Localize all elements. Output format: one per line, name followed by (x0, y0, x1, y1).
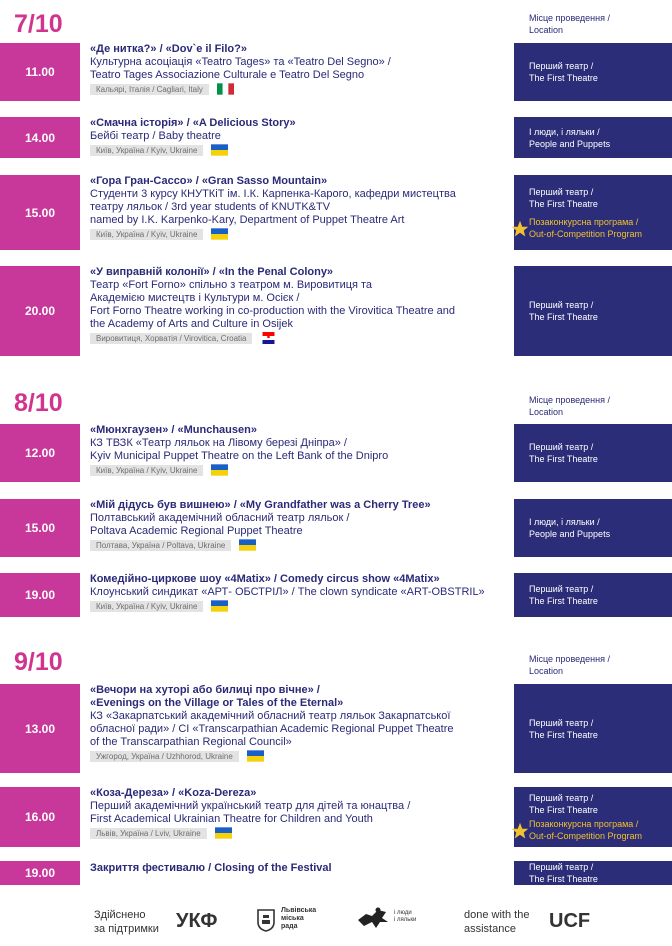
venue-ua: Перший театр / (529, 442, 594, 452)
event-company: Fort Forno Theatre working in co-production with the Virovitica Theatre and (90, 305, 456, 317)
ukraine-flag-icon (211, 144, 228, 156)
venue-ua: І люди, і ляльки / (529, 517, 600, 527)
venue-ua: Перший театр / (529, 186, 594, 197)
assistance-text (464, 908, 529, 936)
lviv-logo-line: Львівська (281, 907, 317, 914)
venue-en: The First Theatre (529, 874, 598, 884)
event-title: «Смачна історія» / «A Delicious Story» (90, 117, 296, 129)
venue-en: The First Theatre (529, 729, 598, 740)
day-heading: 7/10 (14, 10, 63, 38)
event-title: «Мій дідусь був вишнею» / «My Grandfather was a Cherry Tree» (90, 499, 431, 511)
venue-en: The First Theatre (529, 596, 598, 606)
out-of-competition-en: Out-of-Competition Program (529, 831, 643, 841)
event-info (90, 424, 508, 476)
croatia-flag-icon (260, 332, 277, 344)
venue-ua: Перший театр / (529, 862, 594, 872)
venue-en: The First Theatre (529, 312, 598, 322)
ukraine-flag-icon (215, 827, 232, 839)
event-company: First Academical Ukrainian Theatre for Children and Youth (90, 813, 373, 825)
event-company: Бейбі театр / Baby theatre (90, 130, 221, 142)
venue-ua: І люди, і ляльки / (529, 126, 600, 137)
event-info (90, 787, 508, 839)
event-city: Ужгород, Україна / Uzhhorod, Ukraine (90, 751, 239, 762)
people-puppets-line: і люди (394, 910, 412, 916)
location-heading (529, 12, 659, 36)
event-venue (514, 266, 672, 356)
location-heading-en: Location (529, 407, 564, 417)
event-time: 19.00 (0, 573, 80, 617)
event-venue (514, 499, 672, 557)
event-time: 19.00 (0, 861, 80, 885)
event-venue (514, 684, 672, 773)
event-venue (514, 43, 672, 101)
lviv-logo-line: рада (281, 923, 298, 930)
venue-en: People and Puppets (529, 138, 611, 149)
event-title: Комедійно-циркове шоу «4Matix» / Comedy circus show «4Matix» (90, 573, 440, 585)
event-venue (514, 117, 672, 158)
venue-en: People and Puppets (529, 529, 611, 539)
event-info (90, 499, 508, 551)
italy-flag-icon (217, 83, 234, 95)
out-of-competition-label (529, 216, 672, 240)
location-heading-ua: Місце проведення / (529, 654, 610, 664)
supported-by-text (94, 908, 159, 936)
event-company: Teatro Tages Associazione Culturale e Teatro Del Segno (90, 69, 365, 81)
supported-by-line: за підтримки (94, 923, 159, 935)
ukraine-flag-icon (211, 464, 228, 476)
location-heading-en: Location (529, 25, 564, 35)
event-title: «Коза-Дереза» / «Koza-Dereza» (90, 787, 257, 799)
event-title: «Мюнхгаузен» / «Munchausen» (90, 424, 257, 436)
location-heading-ua: Місце проведення / (529, 13, 610, 23)
venue-en: The First Theatre (529, 805, 598, 815)
event-city: Київ, Україна / Kyiv, Ukraine (90, 229, 203, 240)
event-city: Львів, Україна / Lviv, Ukraine (90, 828, 207, 839)
event-company: Poltava Academic Regional Puppet Theatre (90, 525, 303, 537)
venue-en: The First Theatre (529, 198, 598, 209)
venue-en: The First Theatre (529, 73, 598, 83)
event-company: КЗ ТВЗК «Театр ляльок на Лівому березі Дніпра» / (90, 437, 347, 449)
event-venue (514, 861, 672, 885)
event-venue (514, 175, 672, 250)
out-of-competition-ua: Позаконкурсна програма / (529, 819, 639, 829)
event-company: Академією мистецтв і Культури м. Осієк / (90, 292, 300, 304)
event-info (90, 266, 508, 344)
location-heading (529, 394, 659, 418)
event-company: Kyiv Municipal Puppet Theatre on the Left Bank of the Dnipro (90, 450, 389, 462)
star-icon (511, 822, 529, 840)
event-venue (514, 787, 672, 847)
event-company: named by I.K. Karpenko-Kary, Department of Puppet Theatre Art (90, 214, 405, 226)
day-heading: 8/10 (14, 389, 63, 417)
assistance-line: assistance (464, 923, 516, 935)
event-title: «У виправній колонії» / «In the Penal Colony» (90, 266, 334, 278)
location-heading-ua: Місце проведення / (529, 395, 610, 405)
venue-ua: Перший театр / (529, 717, 594, 728)
event-company: обласної ради» / CI «Transcarpathian Academic Regional Puppet Theatre (90, 723, 454, 735)
event-info (90, 43, 508, 95)
event-info (90, 117, 508, 156)
event-time: 11.00 (0, 43, 80, 101)
ucf-logo: UCF (549, 910, 591, 932)
venue-en: The First Theatre (529, 454, 598, 464)
out-of-competition-label (529, 818, 672, 842)
event-time: 16.00 (0, 787, 80, 847)
event-info (90, 862, 508, 875)
event-time: 14.00 (0, 117, 80, 158)
event-title: «Гора Гран-Сассо» / «Gran Sasso Mountain» (90, 175, 328, 187)
event-city: Полтава, Україна / Poltava, Ukraine (90, 540, 231, 551)
lviv-council-logo (281, 907, 316, 931)
event-venue (514, 424, 672, 482)
event-company: Студенти 3 курсу КНУТКіТ ім. І.К. Карпенка-Карого, кафедри мистецтва (90, 188, 456, 200)
ukraine-flag-icon (211, 600, 228, 612)
venue-ua: Перший театр / (529, 61, 594, 71)
event-info (90, 175, 508, 240)
ukraine-flag-icon (247, 750, 264, 762)
location-heading (529, 653, 659, 677)
venue-ua: Перший театр / (529, 793, 594, 803)
event-city: Київ, Україна / Kyiv, Ukraine (90, 145, 203, 156)
event-time: 20.00 (0, 266, 80, 356)
event-company: of the Transcarpathian Regional Council» (90, 736, 292, 748)
event-company: Культурна асоціація «Teatro Tages» та «Teatro Del Segno» / (90, 56, 391, 68)
event-title-en: «Evenings on the Village or Tales of the Eternal» (90, 697, 344, 709)
assistance-line: done with the (464, 909, 530, 921)
event-info (90, 684, 508, 762)
ukraine-flag-icon (239, 539, 256, 551)
event-company: КЗ «Закарпатський академічний обласний театр ляльок Закарпатської (90, 710, 451, 722)
event-title: «Вечори на хуторі або билиці про вічне» / (90, 684, 320, 696)
event-city: Кальярі, Італія / Cagliari, Italy (90, 84, 209, 95)
event-info (90, 573, 508, 612)
event-title: «Де нитка?» / «Dov`e il Filo?» (90, 43, 247, 55)
supported-by-line: Здійснено (94, 909, 146, 921)
footer-sponsors (0, 892, 672, 946)
ukraine-flag-icon (211, 228, 228, 240)
event-company: Полтавський академічний обласний театр ляльок / (90, 512, 350, 524)
location-heading-en: Location (529, 666, 564, 676)
people-puppets-logo (394, 910, 416, 924)
event-city: Київ, Україна / Kyiv, Ukraine (90, 465, 203, 476)
event-time: 12.00 (0, 424, 80, 482)
event-city: Вировитиця, Хорватія / Virovitica, Croatia (90, 333, 252, 344)
people-puppets-line: і ляльки (394, 917, 417, 923)
event-company: Театр «Fort Forno» спільно з театром м. Вировитиця та (90, 279, 373, 291)
puppet-figure-icon (356, 906, 390, 932)
day-heading: 9/10 (14, 648, 63, 676)
event-company: театру ляльок / 3rd year students of KNUTK&TV (90, 201, 331, 213)
event-title: Закриття фестивалю / Closing of the Festival (90, 862, 332, 874)
venue-ua: Перший театр / (529, 584, 594, 594)
event-time: 13.00 (0, 684, 80, 773)
lviv-coat-of-arms-icon (256, 908, 276, 932)
venue-ua: Перший театр / (529, 300, 594, 310)
ukf-logo: УКФ (176, 910, 218, 932)
event-company: the Academy of Arts and Culture in Osijek (90, 318, 293, 330)
out-of-competition-ua: Позаконкурсна програма / (529, 216, 639, 227)
lviv-logo-line: міська (281, 915, 304, 922)
event-time: 15.00 (0, 499, 80, 557)
star-icon (511, 220, 529, 238)
event-city: Київ, Україна / Kyiv, Ukraine (90, 601, 203, 612)
out-of-competition-en: Out-of-Competition Program (529, 228, 643, 239)
event-time: 15.00 (0, 175, 80, 250)
event-venue (514, 573, 672, 617)
event-company: Клоунський синдикат «АРТ- ОБСТРІЛ» / The clown syndicate «ART-OBSTRIL» (90, 586, 485, 598)
event-company: Перший академічний український театр для дітей та юнацтва / (90, 800, 411, 812)
